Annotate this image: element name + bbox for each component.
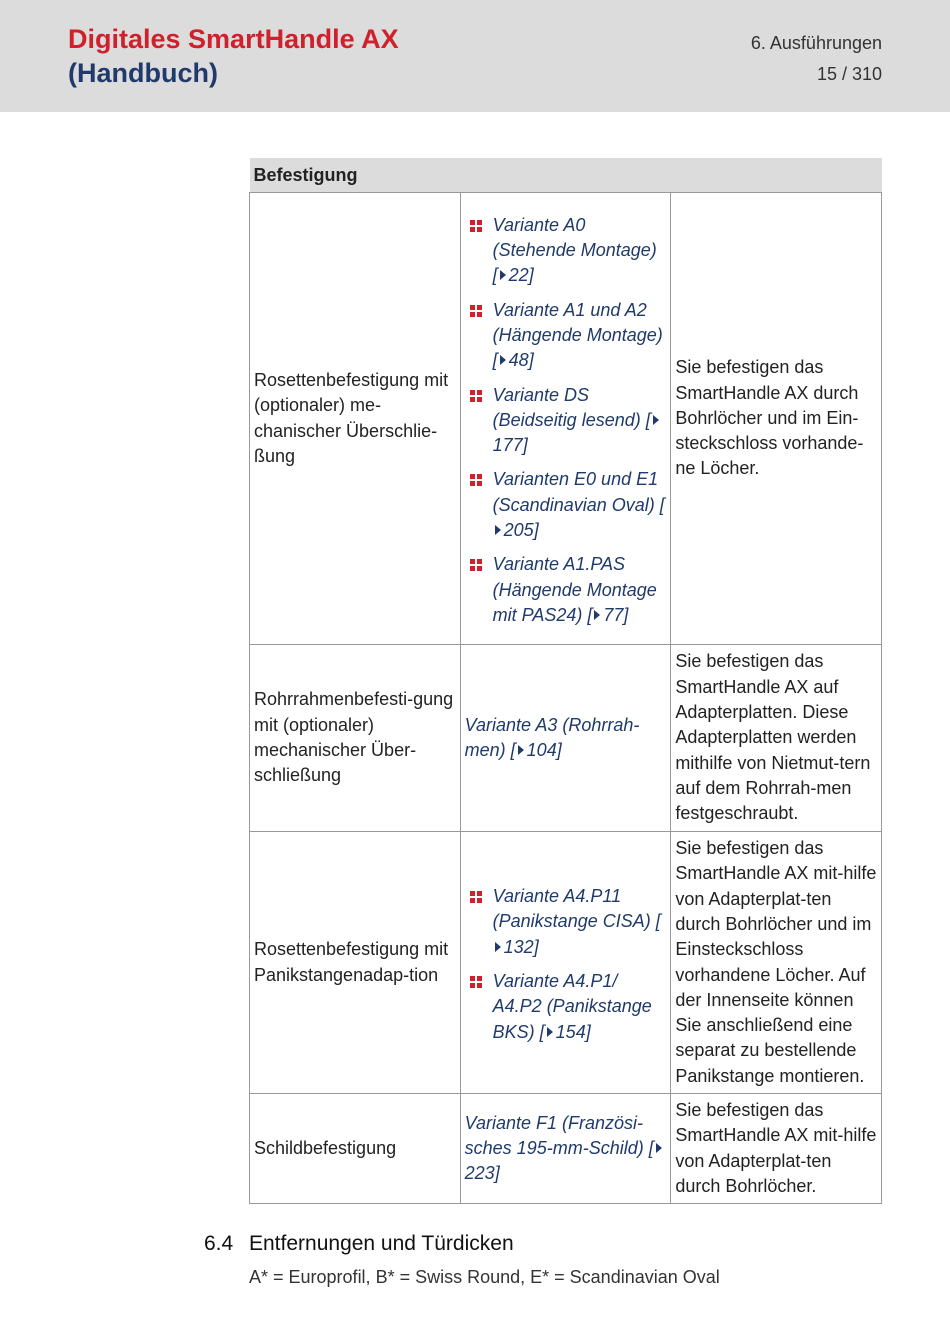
page-arrow-icon	[500, 270, 506, 280]
variant-link-f1[interactable]: Variante F1 (Französi-sches 195-mm-Schild) [223]	[465, 1113, 665, 1184]
page-arrow-icon	[518, 745, 524, 755]
variants-cell	[460, 832, 671, 1094]
variant-link-a1-a2[interactable]: Variante A1 und A2 (Hängende Montage) [ 48]	[465, 298, 667, 374]
section-title: Entfernungen und Türdicken	[249, 1232, 514, 1255]
variant-list	[465, 213, 667, 628]
table-heading: Befestigung	[250, 158, 882, 193]
page-number: 15 / 310	[816, 64, 882, 84]
bullet-icon	[470, 390, 482, 402]
table-row	[250, 1094, 882, 1204]
description-cell: Sie befestigen das SmartHandle AX mit-hilfe von Adapterplat-ten durch Bohrlöcher und im Einsteckschloss vorhandene Löcher. Auf der Innenseite können Sie anschließend eine separat zu bestellende Panikstange montieren.	[671, 832, 882, 1094]
page-arrow-icon	[594, 610, 600, 620]
page-arrow-icon	[547, 1027, 553, 1037]
table-row	[250, 193, 882, 645]
mounting-type-cell: Rosettenbefestigung mit (optionaler) me-chanischer Überschlie-ßung	[250, 193, 461, 645]
variant-link-a4-p1-p2[interactable]: Variante A4.P1/ A4.P2 (Panikstange BKS) [ 154]	[465, 969, 667, 1045]
variant-link-a1-pas[interactable]: Variante A1.PAS (Hängende Montage mit PAS24) [ 77]	[465, 552, 667, 628]
chapter-reference	[751, 28, 882, 90]
page-arrow-icon	[500, 355, 506, 365]
page-arrow-icon	[653, 415, 659, 425]
variant-link-e0-e1[interactable]: Varianten E0 und E1 (Scandinavian Oval) [205]	[465, 467, 667, 543]
variants-cell	[460, 193, 671, 645]
mounting-type-cell: Rosettenbefestigung mit Panikstangenadap-tion	[250, 832, 461, 1094]
variant-link-ds[interactable]: Variante DS (Beidseitig lesend) [177]	[465, 383, 667, 459]
mounting-table	[249, 158, 882, 1204]
description-cell: Sie befestigen das SmartHandle AX mit-hilfe von Adapterplat-ten durch Bohrlöcher.	[671, 1094, 882, 1204]
mounting-type-cell: Schildbefestigung	[250, 1094, 461, 1204]
section-number: 6.4	[204, 1232, 234, 1255]
table-header-row	[250, 158, 882, 193]
variant-link-a4-p11[interactable]: Variante A4.P11 (Panikstange CISA) [132]	[465, 884, 667, 960]
document-title	[68, 22, 399, 90]
abbreviation-note: A* = Europrofil, B* = Swiss Round, E* = Scandinavian Oval	[249, 1267, 720, 1287]
page-arrow-icon	[495, 942, 501, 952]
document-title-line1: Digitales SmartHandle AX	[68, 24, 399, 54]
bullet-icon	[470, 559, 482, 571]
bullet-icon	[470, 976, 482, 988]
bullet-icon	[470, 220, 482, 232]
variant-link-a0[interactable]: Variante A0 (Stehende Montage) [ 22]	[465, 213, 667, 289]
variants-cell	[460, 645, 671, 832]
table-row	[250, 832, 882, 1094]
page-header	[0, 0, 950, 112]
page-arrow-icon	[495, 525, 501, 535]
variants-cell	[460, 1094, 671, 1204]
document-title-line2: (Handbuch)	[68, 58, 218, 88]
bullet-icon	[470, 305, 482, 317]
chapter-name: 6. Ausführungen	[750, 33, 882, 53]
section-heading	[204, 1232, 514, 1256]
table-row	[250, 645, 882, 832]
bullet-icon	[470, 474, 482, 486]
bullet-icon	[470, 891, 482, 903]
mounting-type-cell: Rohrrahmenbefesti-gung mit (optionaler) mechanischer Über-schließung	[250, 645, 461, 832]
description-cell: Sie befestigen das SmartHandle AX auf Adapterplatten. Diese Adapterplatten werden mithilfe von Nietmut-tern auf dem Rohrrah-men festgeschraubt.	[671, 645, 882, 832]
page-arrow-icon	[656, 1143, 662, 1153]
variant-list	[465, 884, 667, 1045]
variant-link-a3[interactable]: Variante A3 (Rohrrah-men) [ 104]	[464, 714, 640, 760]
description-cell: Sie befestigen das SmartHandle AX durch Bohrlöcher und im Ein-steckschloss vorhande-ne Löcher.	[671, 193, 882, 645]
